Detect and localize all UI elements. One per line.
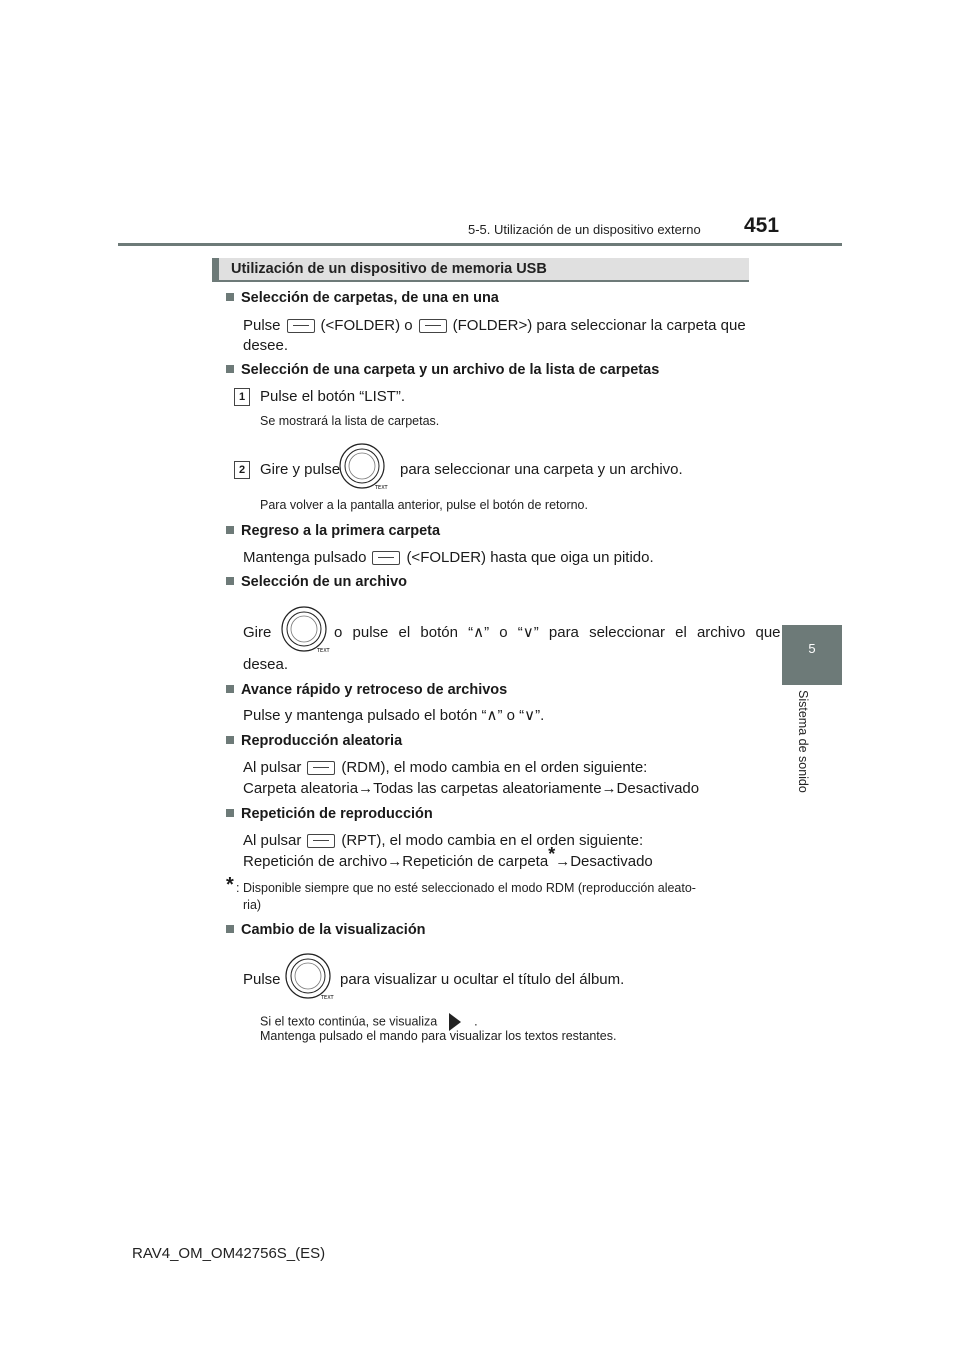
- button-icon: [307, 834, 335, 848]
- text: o pulse el botón “: [334, 624, 474, 641]
- text: Si el texto continúa, se visualiza: [260, 1014, 438, 1029]
- page-number: 451: [744, 214, 780, 237]
- text: ” o “: [497, 707, 525, 724]
- tune-knob-icon: [338, 442, 392, 492]
- tune-knob-icon: [284, 952, 338, 1002]
- heading-random: Reproducción aleatoria: [226, 733, 402, 749]
- down-arrow-symbol: ∨: [522, 624, 534, 641]
- file-select-text-b: [334, 623, 781, 643]
- folders-one-line1: [243, 316, 746, 336]
- display-note2: Mantenga pulsado el mando para visualizar los textos restantes.: [260, 1029, 617, 1043]
- heading-fast: Avance rápido y retroceso de archivos: [226, 682, 507, 698]
- chapter-tab: [782, 625, 842, 685]
- text: Repetición de archivo: [243, 853, 388, 870]
- heading-folders-one: Selección de carpetas, de una en una: [226, 290, 499, 306]
- text: ” para seleccionar el archivo que: [533, 624, 781, 641]
- step-2-text-b: para seleccionar una carpeta y un archivo.: [400, 461, 683, 478]
- random-line1: [243, 758, 647, 778]
- arrow-symbol: →: [601, 780, 617, 797]
- folders-one-line2: desee.: [243, 337, 289, 354]
- heading-file-select: Selección de un archivo: [226, 574, 407, 590]
- arrow-symbol: →: [387, 853, 403, 870]
- arrow-symbol: →: [358, 780, 374, 797]
- knob-text-label: TEXT: [317, 648, 330, 654]
- heading-first-folder: Regreso a la primera carpeta: [226, 523, 440, 539]
- step-2-note: Para volver a la pantalla anterior, pulse el botón de retorno.: [260, 498, 588, 512]
- step-1-text: Pulse el botón “LIST”.: [260, 388, 406, 405]
- text: ”.: [535, 707, 545, 724]
- footnote-mark: *: [548, 844, 556, 864]
- step-2-text-a: Gire y pulse: [260, 461, 341, 478]
- repeat-line2: [243, 844, 653, 872]
- chapter-tab-label: Sistema de sonido: [796, 690, 810, 793]
- step-1-badge: 1: [234, 388, 250, 406]
- step-1-note: Se mostrará la lista de carpetas.: [260, 414, 440, 428]
- knob-text-label: TEXT: [321, 995, 334, 1001]
- random-line2: [243, 779, 699, 799]
- display-text-b: para visualizar u ocultar el título del álbum.: [340, 971, 625, 988]
- text: Pulse: [243, 317, 281, 334]
- document-footer-code: RAV4_OM_OM42756S_(ES): [132, 1245, 326, 1262]
- heading-repeat: Repetición de reproducción: [226, 806, 433, 822]
- text: Mantenga pulsado: [243, 549, 367, 566]
- text: Desactivado: [570, 853, 653, 870]
- tune-knob-icon: [280, 605, 334, 655]
- text: Al pulsar: [243, 832, 302, 849]
- text: (RDM), el modo cambia en el orden siguiente:: [341, 759, 648, 776]
- file-select-text-a: Gire: [243, 624, 272, 641]
- file-select-line2: desea.: [243, 656, 289, 673]
- first-folder-text: [243, 548, 654, 568]
- button-icon: [287, 319, 315, 333]
- text: (FOLDER>) para seleccionar la carpeta que: [452, 317, 746, 334]
- display-text-a: Pulse: [243, 971, 281, 988]
- text: Al pulsar: [243, 759, 302, 776]
- step-2-badge: 2: [234, 461, 250, 479]
- header-divider: [118, 243, 842, 246]
- fast-text: [243, 706, 544, 726]
- up-arrow-symbol: ∧: [473, 624, 485, 641]
- text: ” o “: [484, 624, 523, 641]
- heading-folder-list: Selección de una carpeta y un archivo de la lista de carpetas: [226, 362, 659, 378]
- footnote-line2: ria): [243, 898, 262, 912]
- text: (<FOLDER) o: [320, 317, 413, 334]
- footnote-star: *: [226, 874, 234, 896]
- footnote-line1: : Disponible siempre que no esté seleccionado el modo RDM (reproducción aleato-: [236, 881, 696, 895]
- section-title: Utilización de un dispositivo de memoria USB: [231, 261, 547, 277]
- knob-text-label: TEXT: [375, 485, 388, 491]
- repeat-line1: [243, 831, 643, 851]
- section-title-bar: [212, 258, 749, 282]
- text: Pulse y mantenga pulsado el botón “: [243, 707, 487, 724]
- text: Desactivado: [616, 780, 700, 797]
- button-icon: [419, 319, 447, 333]
- text: .: [474, 1014, 478, 1029]
- text: (<FOLDER) hasta que oiga un pitido.: [406, 549, 654, 566]
- text: (RPT), el modo cambia en el orden siguiente:: [341, 832, 644, 849]
- arrow-symbol: →: [555, 853, 571, 870]
- down-arrow-symbol: ∨: [524, 707, 536, 724]
- button-icon: [307, 761, 335, 775]
- text: Repetición de carpeta: [402, 853, 549, 870]
- chapter-tab-number: 5: [808, 641, 816, 656]
- button-icon: [372, 551, 400, 565]
- heading-display: Cambio de la visualización: [226, 922, 426, 938]
- text: Todas las carpetas aleatoriamente: [373, 780, 602, 797]
- up-arrow-symbol: ∧: [486, 707, 498, 724]
- header-section-title: 5-5. Utilización de un dispositivo externo: [468, 222, 701, 237]
- text: Carpeta aleatoria: [243, 780, 359, 797]
